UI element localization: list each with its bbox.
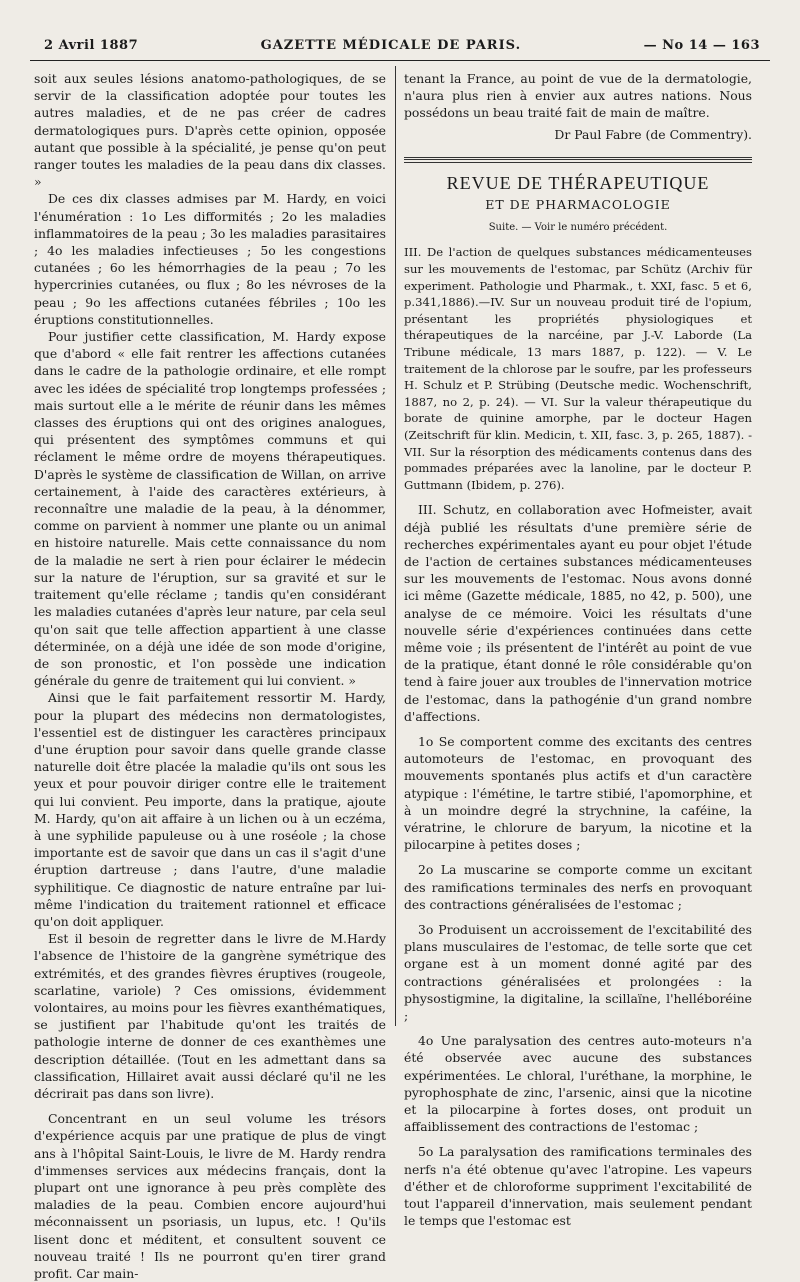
left-paragraph: Pour justifier cette classification, M. Hardy expose que d'abord « elle fait rentrer les affections cutanées dans le cadre de la pathologie ordinaire, et elle rompt avec les idées de spécialité trop longtemps professées ; mais surtout elle a le mérite de réunir dans les mêmes classes des éruptions qui ont des origines analogues, qui présentent des symptômes communs et qui réclament le même ordre de moyens thérapeutiques. D'après le système de classification de Willan, on arrive certainement, à l'aide des caractères extérieurs, à reconnaître une maladie de la peau, à la dénommer, comme on parvient à nommer une plante ou un animal en histoire naturelle. Mais cette connaissance du nom de la maladie ne sert à rien pour éclairer le médecin sur la nature de l'éruption, sur sa gravité et sur le traitement qu'elle réclame ; tandis qu'en considérant les maladies cutanées d'après leur nature, par cela seul qu'on sait que telle affection appartient à une classe déterminée, on a déjà une idée de son mode d'origine, de son pronostic, et l'on possède une indication générale du genre de traitement qui lui convient. » <box>34 329 386 689</box>
header-rule <box>30 60 770 61</box>
right-paragraph: 5o La paralysation des ramifications terminales des nerfs n'a été obtenue qu'avec l'atropine. Les vapeurs d'éther et de chloroforme suppriment l'excitabilité de tout l'appareil d'innervation, mais seulement pendant le temps que l'estomac est <box>404 1144 752 1229</box>
page-header <box>44 38 760 60</box>
right-paragraph: 1o Se comportent comme des excitants des centres automoteurs de l'estomac, en provoquant des mouvements spontanés plus actifs et d'un caractère atypique : l'émétine, le tartre stibié, l'apomorphine, et à un moindre degré la strychnine, la caféine, la vératrine, le chlorure de baryum, la nicotine et la pilocarpine à petites doses ; <box>404 733 752 853</box>
header-issue: — No 14 — <box>643 38 727 53</box>
header-journal-title: GAZETTE MÉDICALE DE PARIS. <box>260 38 522 53</box>
right-paragraph: 4o Une paralysation des centres auto-moteurs n'a été observée avec aucune des substances expérimentées. Le chloral, l'uréthane, la morphine, le pyrophosphate de zinc, l'arsenic, ainsi que la nicotine et la pilocarpine à fortes doses, ont produit un affaiblissement des contractions de l'estomac ; <box>404 1033 752 1135</box>
right-paragraph: III. Schutz, en collaboration avec Hofmeister, avait déjà publié les résultats d'une première série de recherches expérimentales ayant eu pour objet l'étude de l'action de certaines substances médicamenteuses sur les mouvements de l'estomac. Nous avons donné ici même (Gazette médicale, 1885, no 42, p. 500), une analyse de ce mémoire. Voici les résultats d'une nouvelle série d'expériences continuées dans cette même voie ; ils présentent de l'intérêt au point de vue de la pratique, étant donné le rôle considérable qu'on tend à faire jouer aux troubles de l'innervation motrice de l'estomac, dans la pathogénie d'un grand nombre d'affections. <box>404 502 752 724</box>
right-paragraph: 3o Produisent un accroissement de l'excitabilité des plans musculaires de l'estomac, de telle sorte que cet organe est à un moment donné agité par des contractions généralisées et prolongées : la physostigmine, la digitaline, la scillaïne, l'helléboréine ; <box>404 922 752 1024</box>
left-paragraph: Concentrant en un seul volume les trésors d'expérience acquis par une pratique de plus de vingt ans à l'hôpital Saint-Louis, le livre de M. Hardy rendra d'immenses services aux médecins français, dont la plupart ont une ignorance à peu près complète des maladies de la peau. Combien encore aujourd'hui méconnaissent un psoriasis, un lupus, etc. ! Qu'ils lisent donc et méditent, et consultent souvent ce nouveau traité ! Ils ne pourront qu'en tirer grand profit. Car main- <box>34 1111 386 1282</box>
left-paragraph: Est il besoin de regretter dans le livre de M.Hardy l'absence de l'histoire de la gangrène symétrique des extrémités, et des grandes fièvres éruptives (rougeole, scarlatine, variole) ? Ces omissions, évidemment volontaires, au moins pour les fièvres exanthématiques, se justifient par l'habitude qu'ont les traités de pathologie interne de donner de ces exanthèmes une description détaillée. (Tout en les admettant dans sa classification, Hillairet avait aussi déclaré qu'il ne les décrirait pas dans son livre). <box>34 931 386 1101</box>
author-signature: Dr Paul Fabre (de Commentry). <box>554 126 752 142</box>
header-issue-page <box>644 38 760 53</box>
left-paragraph: Ainsi que le fait parfaitement ressortir M. Hardy, pour la plupart des médecins non dermatologistes, l'essentiel est de distinguer les caractères principaux d'une éruption pour savoir dans quelle grande classe naturelle doit être placée la maladie qu'ils ont sous les yeux et pour pouvoir diriger contre elle le traitement qui lui convient. Peu importe, dans la pratique, ajoute M. Hardy, qu'on ait affaire à un lichen ou à un eczéma, à une syphilide papuleuse ou à une roséole ; la chose importante est de savoir que dans un cas il s'agit d'une éruption dartreuse ; dans l'autre, d'une maladie syphilitique. Ce diagnostic de nature entraîne par lui-même l'indication du traitement rationnel et efficace qu'on doit appliquer. <box>34 690 386 929</box>
section-subtitle: ET DE PHARMACOLOGIE <box>485 197 671 213</box>
references-text: III. De l'action de quelques substances médicamenteuses sur les mouvements de l'estomac, par Schütz (Archiv für experiment. Pathologie und Pharmak., t. XXI, fasc. 5 et 6, p.341,1886).—IV. Sur un nouveau produit tiré de l'opium, présentant les propriétés physiologiques et thérapeutiques de la narcéine, par J.-V. Laborde (La Tribune médicale, 13 mars 1887, p. 122). — V. Le traitement de la chlorose par le soufre, par les professeurs H. Schulz et P. Strübing (Deutsche medic. Wochenschrift, 1887, no 2, p. 24). — VI. Sur la valeur thérapeutique du borate de quinine amorphe, par le docteur Hagen (Zeitschrift für klin. Medicin, t. XII, fasc. 3, p. 265, 1887). - VII. Sur la résorption des médicaments contenus dans des pommades préparées avec la lanoline, par le docteur P. Guttmann (Ibidem, p. 276). <box>404 245 752 492</box>
right-paragraph: 2o La muscarine se comporte comme un excitant des ramifications terminales des nerfs en provoquant des contractions généralisées de l'estomac ; <box>404 862 752 912</box>
header-date: 2 Avril 1887 <box>44 38 139 53</box>
left-column <box>34 70 386 1282</box>
references-block <box>404 244 752 493</box>
left-paragraph: De ces dix classes admises par M. Hardy, en voici l'énumération : 1o Les difformités ; 2o les maladies inflammatoires de la peau ; 3o les maladies parasitaires ; 4o les maladies infectieuses ; 5o les congestions cutanées ; 6o les hémorrhagies de la peau ; 7o les hypercrinies cutanées, ou flux ; 8o les névroses de la peau ; 9o les affections cutanées fébriles ; 10o les éruptions constitutionnelles. <box>34 191 386 327</box>
continuation-paragraph: tenant la France, au point de vue de la dermatologie, n'aura plus rien à envier aux autres nations. Nous possédons un beau traité fait de main de maître. <box>404 71 752 121</box>
column-divider <box>395 66 396 1026</box>
section-note: Suite. — Voir le numéro précédent. <box>488 222 668 234</box>
left-paragraph: soit aux seules lésions anatomo-pathologiques, de se servir de la classification adoptée pour toutes les autres maladies, et de ne pas créer de cadres dermatologiques purs. D'après cette opinion, opposée autant que possible à la spécialité, je pense qu'on peut ranger toutes les maladies de la peau dans dix classes. » <box>34 71 386 190</box>
right-column <box>404 70 752 1229</box>
header-page-number: 163 <box>731 38 760 53</box>
section-title: REVUE DE THÉRAPEUTIQUE <box>446 172 710 193</box>
section-divider <box>404 157 752 163</box>
